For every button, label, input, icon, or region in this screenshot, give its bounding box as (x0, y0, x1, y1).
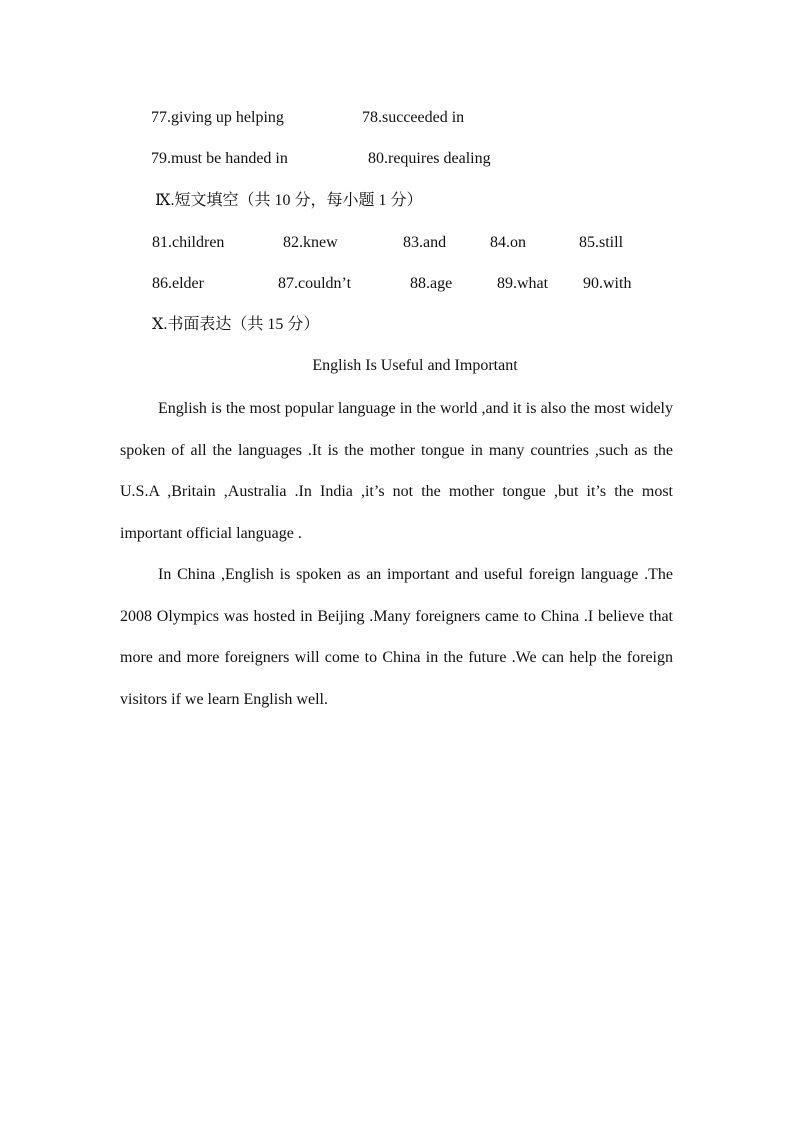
answer-83: 83.and (403, 234, 447, 251)
answer-row-81-85 (0, 233, 794, 253)
answer-78: 78.succeeded in (362, 109, 465, 126)
answer-88: 88.age (410, 275, 453, 292)
answer-row-86-90 (0, 274, 794, 294)
answer-82: 82.knew (283, 234, 338, 251)
answer-79: 79.must be handed in (151, 150, 288, 167)
answer-81: 81.children (152, 234, 225, 251)
answer-80: 80.requires dealing (368, 150, 491, 167)
answer-87: 87.couldn’t (278, 275, 352, 292)
answer-85: 85.still (579, 234, 624, 251)
section-x-heading: Ⅹ.书面表达（共 15 分） (152, 316, 320, 333)
answer-86: 86.elder (152, 275, 204, 292)
answer-89: 89.what (497, 275, 549, 292)
answer-84: 84.on (490, 234, 526, 251)
answer-77: 77.giving up helping (151, 109, 284, 126)
essay-paragraph-1: English is the most popular language in the world ,and it is also the most widely spoken of all the languages .It is the mother tongue in many countries ,such as the U.S.A ,Britain ,Australia .In India ,it’s not the mother tongue ,but it’s the most important official language . (120, 400, 673, 542)
answer-row-77-78 (0, 108, 794, 128)
essay-title: English Is Useful and Important (312, 357, 518, 374)
section-ix-heading: Ⅸ.短文填空（共 10 分，每小题 1 分） (155, 192, 423, 209)
essay-paragraph-2: In China ,English is spoken as an important and useful foreign language .The 2008 Olympics was hosted in Beijing .Many foreigners came to China .I believe that more and more foreigners will come to China in the future .We can help the foreign visitors if we learn English well. (120, 566, 673, 708)
answer-90: 90.with (583, 275, 632, 292)
answer-row-79-80 (0, 149, 794, 169)
